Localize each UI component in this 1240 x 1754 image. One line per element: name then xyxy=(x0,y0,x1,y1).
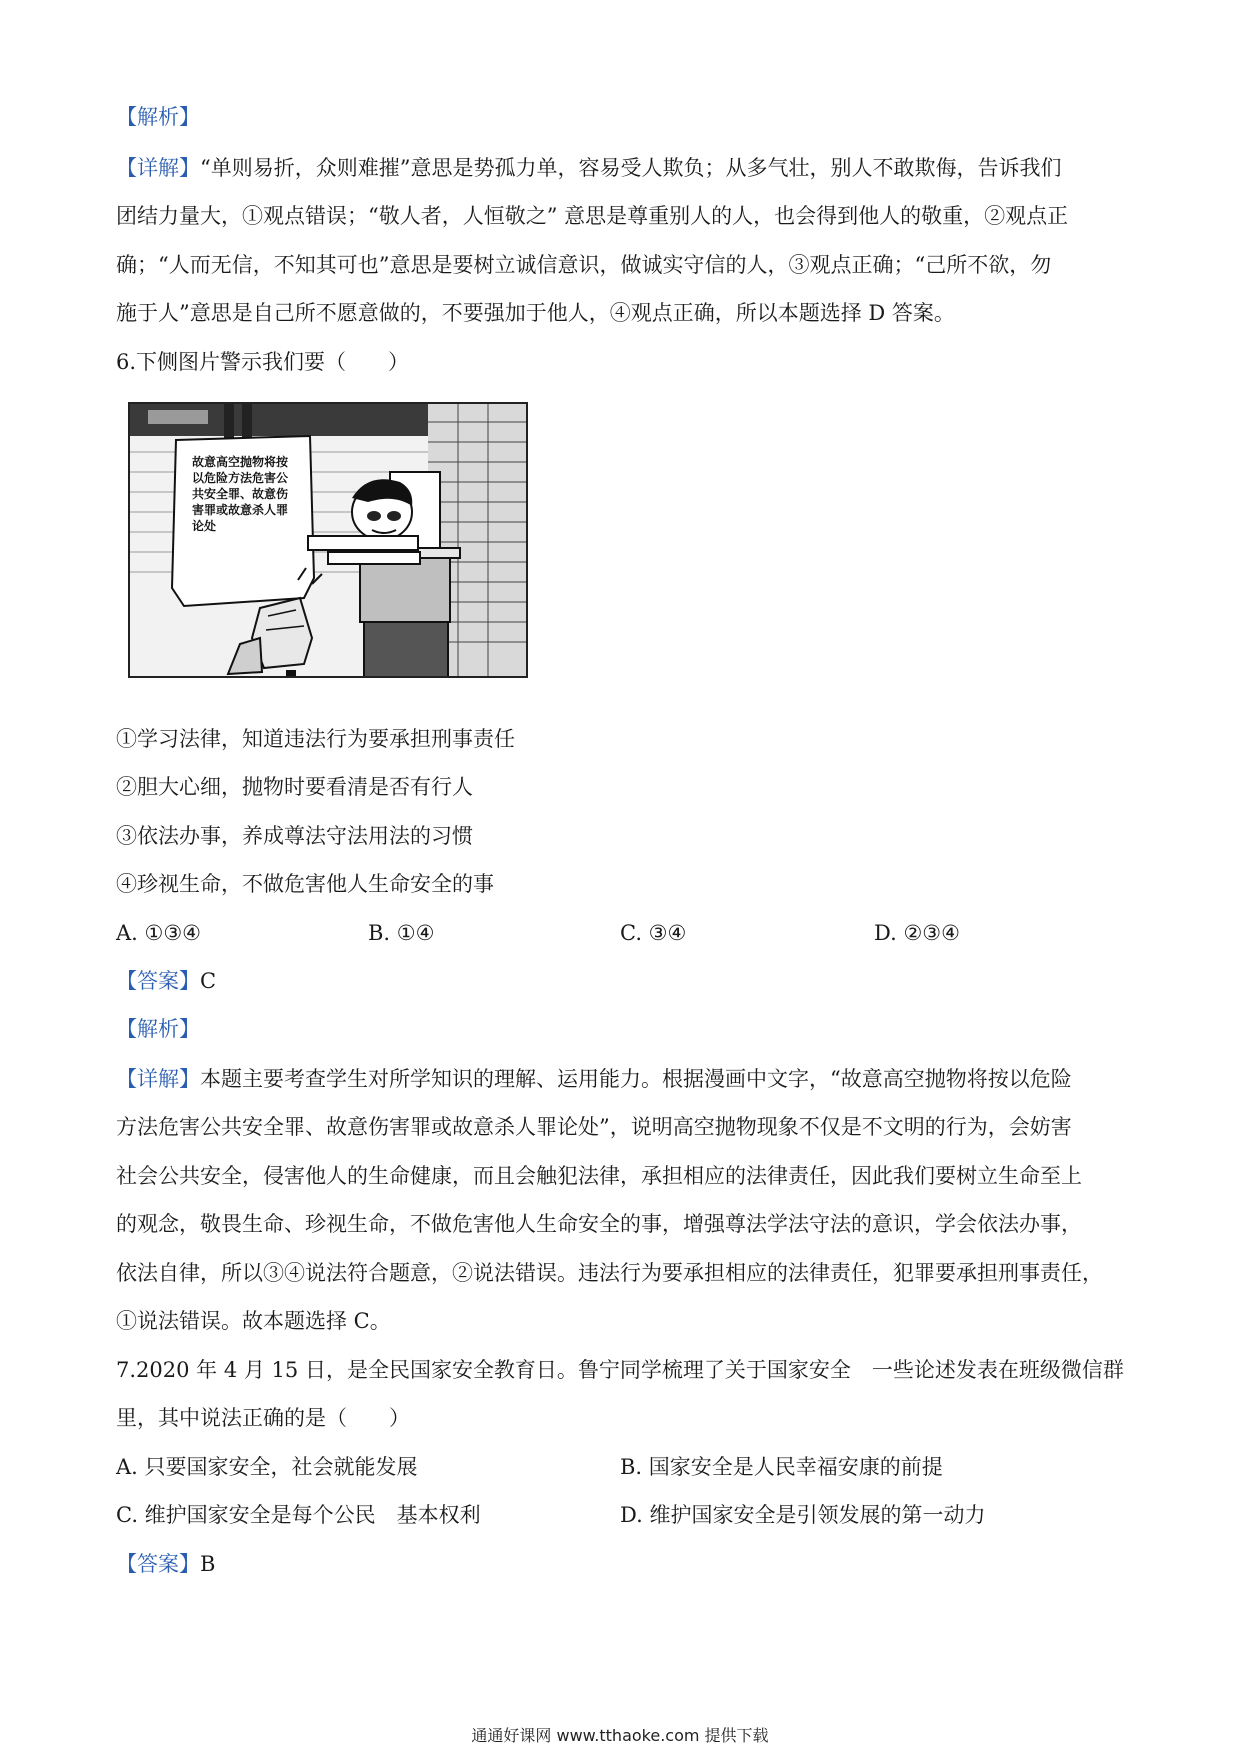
cartoon-drawing xyxy=(128,402,528,678)
answer-value: B xyxy=(200,1552,216,1576)
question-6-stem: 6.下侧图片警示我们要（ ） xyxy=(116,350,410,374)
detail-tag: 【详解】 xyxy=(116,156,200,180)
answer-tag: 【答案】 xyxy=(116,1552,200,1576)
cartoon-image xyxy=(128,402,528,678)
q7-option-b: B. 国家安全是人民幸福安康的前提 xyxy=(620,1455,943,1479)
q6-detail-line: ①说法错误。故本题选择 C。 xyxy=(116,1309,391,1333)
q7-answer xyxy=(116,1549,1126,1579)
page-footer: 通通好课网 www.tthaoke.com 提供下载 xyxy=(471,1726,769,1745)
detail-paragraph-line: 团结力量大，①观点错误；“敬人者，人恒敬之” 意思是尊重别人的人，也会得到他人的敬重，②观点正 xyxy=(116,204,1069,228)
q7-option-c: C. 维护国家安全是每个公民 基本权利 xyxy=(116,1503,481,1527)
q6-option-a: A. ①③④ xyxy=(116,921,201,945)
detail-paragraph-line: 确；“人而无信，不知其可也”意思是要树立诚信意识，做诚实守信的人，③观点正确；“己所不欲，勿 xyxy=(116,253,1052,277)
q6-detail-line: 社会公共安全，侵害他人的生命健康，而且会触犯法律，承担相应的法律责任，因此我们要树立生命至上 xyxy=(116,1164,1082,1188)
q6-detail-line: 方法危害公共安全罪、故意伤害罪或故意杀人罪论处”，说明高空抛物现象不仅是不文明的行为，会妨害 xyxy=(116,1115,1072,1139)
statement-3: ③依法办事，养成尊法守法用法的习惯 xyxy=(116,824,473,848)
q6-option-b: B. ①④ xyxy=(368,921,435,945)
analysis-tag: 【解析】 xyxy=(116,105,200,129)
q6-detail-line: 依法自律，所以③④说法符合题意，②说法错误。违法行为要承担相应的法律责任，犯罪要承担刑事责任， xyxy=(116,1261,1103,1285)
q6-option-c: C. ③④ xyxy=(620,921,687,945)
statement-2: ②胆大心细，抛物时要看清是否有行人 xyxy=(116,775,473,799)
q6-detail-line: 【详解】本题主要考查学生对所学知识的理解、运用能力。根据漫画中文字，“故意高空抛物将按以危险 xyxy=(116,1067,1072,1091)
statement-4: ④珍视生命，不做危害他人生命安全的事 xyxy=(116,872,494,896)
answer-value: C xyxy=(200,969,217,993)
answer-tag: 【答案】 xyxy=(116,969,200,993)
q6-answer xyxy=(116,966,1126,996)
q7-option-a: A. 只要国家安全，社会就能发展 xyxy=(116,1455,418,1479)
q6-analysis-tag: 【解析】 xyxy=(116,1017,200,1041)
q6-option-d: D. ②③④ xyxy=(874,921,960,945)
question-7-stem: 里，其中说法正确的是（ ） xyxy=(116,1406,410,1430)
detail-paragraph-line: 【详解】“单则易折，众则难摧”意思是势孤力单，容易受人欺负；从多气壮，别人不敢欺侮，告诉我们 xyxy=(116,156,1062,180)
detail-tag: 【详解】 xyxy=(116,1067,200,1091)
detail-paragraph-line: 施于人”意思是自己所不愿意做的，不要强加于他人，④观点正确，所以本题选择 D 答案。 xyxy=(116,301,955,325)
question-7-stem: 7.2020 年 4 月 15 日，是全民国家安全教育日。鲁宁同学梳理了关于国家安全 一些论述发表在班级微信群 xyxy=(116,1358,1124,1382)
q7-option-d: D. 维护国家安全是引领发展的第一动力 xyxy=(620,1503,986,1527)
poster-text: 故意高空抛物将按以危险方法危害公共安全罪、故意伤害罪或故意杀人罪论处 xyxy=(192,455,289,533)
q6-detail-line: 的观念，敬畏生命、珍视生命，不做危害他人生命安全的事，增强尊法学法守法的意识，学会依法办事， xyxy=(116,1212,1082,1236)
statement-1: ①学习法律，知道违法行为要承担刑事责任 xyxy=(116,727,515,751)
